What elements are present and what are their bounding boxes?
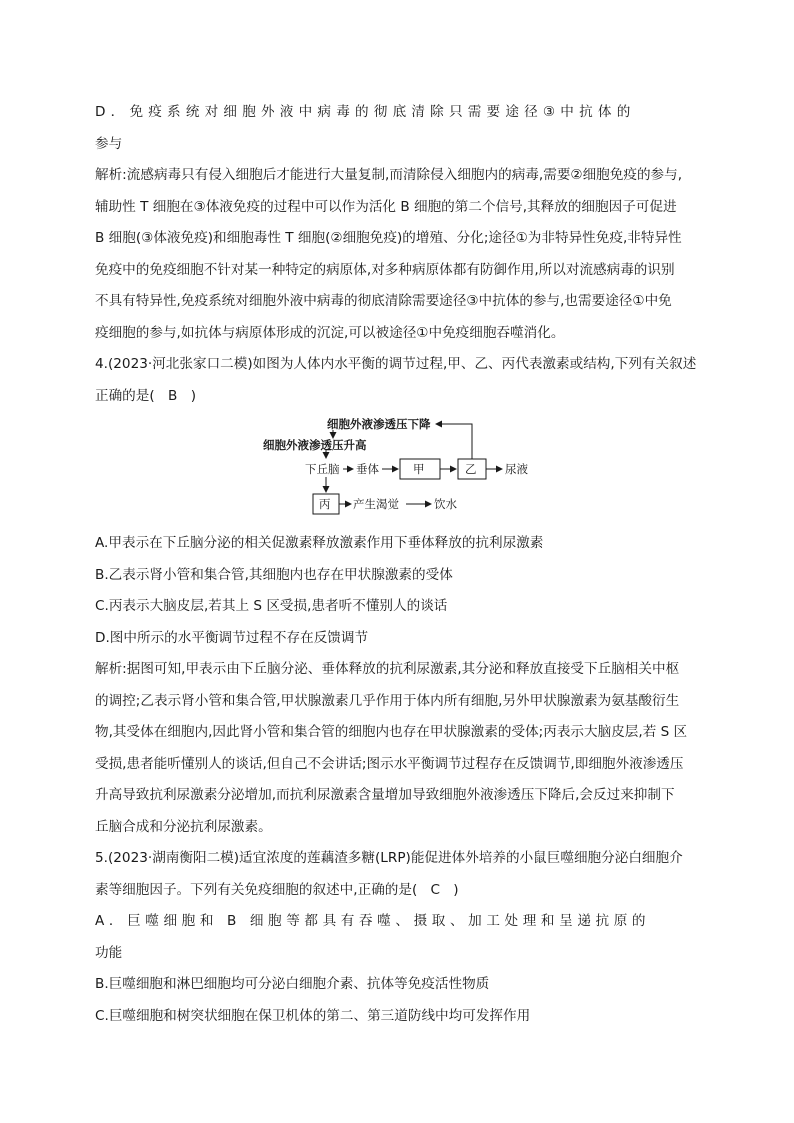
label-pituitary: 垂体: [356, 462, 379, 476]
q4-analysis-line: 解析:据图可知,甲表示由下丘脑分泌、垂体释放的抗利尿激素,其分泌和释放直接受下丘脑相关中枢: [95, 661, 680, 677]
q3-option-d-line1: D．免疫系统对细胞外液中病毒的彻底清除只需要途径③中抗体的: [95, 104, 636, 120]
label-bing: 丙: [319, 497, 331, 511]
q4-analysis-line: 的调控;乙表示肾小管和集合管,甲状腺激素几乎作用于体内所有细胞,另外甲状腺激素为氨基酸衍生: [95, 692, 680, 709]
label-urine: 尿液: [505, 462, 528, 476]
q4-stem: [95, 349, 702, 412]
q3-block: [95, 97, 702, 349]
q4-option-a: A.甲表示在下丘脑分泌的相关促激素释放激素作用下垂体释放的抗利尿激素: [95, 535, 544, 551]
q4-stem-suffix: ): [190, 387, 196, 404]
q5-option-c: C.巨噬细胞和树突状细胞在保卫机体的第二、第三道防线中均可发挥作用: [95, 1007, 531, 1024]
label-osmotic-decrease: 细胞外液渗透压下降: [327, 417, 431, 431]
q3-analysis-line: 不具有特异性,免疫系统对细胞外液中病毒的彻底清除需要途径③中抗体的参与,也需要途径①中免: [95, 293, 672, 309]
q4-options: [95, 528, 702, 843]
q3-analysis-line: 解析:流感病毒只有侵入细胞后才能进行大量复制,而清除侵入细胞内的病毒,需要②细胞免疫的参与,: [95, 167, 683, 183]
label-drink: 饮水: [434, 497, 457, 511]
q5-stem-line1: 5.(2023·湖南衡阳二模)适宜浓度的莲藕渣多糖(LRP)能促进体外培养的小鼠巨噬细胞分泌白细胞介: [95, 850, 683, 866]
q3-analysis-line: 疫细胞的参与,如抗体与病原体形成的沉淀,可以被途径①中免疫细胞吞噬消化。: [95, 324, 565, 341]
q5-stem-line2: [95, 875, 702, 907]
label-thirst: 产生渴觉: [353, 497, 399, 511]
q5-stem-prefix: 素等细胞因子。下列有关免疫细胞的叙述中,正确的是(: [95, 881, 418, 898]
q3-analysis-line: B 细胞(③体液免疫)和细胞毒性 T 细胞(②细胞免疫)的增殖、分化;途径①为非特异性免疫,非特异性: [95, 230, 682, 246]
q4-option-c: C.丙表示大脑皮层,若其上 S 区受损,患者听不懂别人的谈话: [95, 598, 448, 614]
q3-analysis-line: 免疫中的免疫细胞不针对某一种特定的病原体,对多种病原体都有防御作用,所以对流感病毒的识别: [95, 261, 675, 278]
q4-analysis-line: 物,其受体在细胞内,因此肾小管和集合管的细胞内也存在甲状腺激素的受体;丙表示大脑皮层,若 S 区: [95, 724, 688, 740]
q5-option-a-line2: 功能: [95, 944, 123, 961]
q4-analysis-line: 升高导致抗利尿激素分泌增加,而抗利尿激素含量增加导致细胞外液渗透压下降后,会反过来抑制下: [95, 787, 675, 803]
label-hypothalamus: 下丘脑: [305, 462, 340, 476]
q4-analysis-line: 受损,患者能听懂别人的谈话,但自己不会讲话;图示水平衡调节过程存在反馈调节,即细胞外液渗透压: [95, 755, 684, 772]
q4-stem-prefix: 正确的是(: [95, 387, 155, 404]
label-yi: 乙: [465, 462, 477, 476]
q5-block: [95, 843, 702, 1032]
label-osmotic-increase: 细胞外液渗透压升高: [263, 438, 367, 452]
q4-analysis-line: 丘脑合成和分泌抗利尿激素。: [95, 818, 272, 835]
q3-option-d-line2: 参与: [95, 135, 123, 152]
q4-answer: B: [168, 387, 178, 404]
q5-option-a-line1: A．巨噬细胞和 B 细胞等都具有吞噬、摄取、加工处理和呈递抗原的: [95, 913, 651, 929]
q5-stem-suffix: ): [453, 881, 459, 898]
page-content: [95, 97, 702, 1032]
q4-stem-line2: [95, 381, 702, 413]
q3-analysis-line: 辅助性 T 细胞在③体液免疫的过程中可以作为活化 B 细胞的第二个信号,其释放的细胞因子可促进: [95, 198, 677, 215]
q5-option-b: B.巨噬细胞和淋巴细胞均可分泌白细胞介素、抗体等免疫活性物质: [95, 976, 490, 992]
q5-answer: C: [430, 881, 441, 898]
water-balance-diagram: [95, 414, 702, 524]
label-jia: 甲: [413, 462, 425, 476]
q4-option-d: D.图中所示的水平衡调节过程不存在反馈调节: [95, 629, 369, 646]
q4-option-b: B.乙表示肾小管和集合管,其细胞内也存在甲状腺激素的受体: [95, 566, 453, 583]
q4-stem-line1: 4.(2023·河北张家口二模)如图为人体内水平衡的调节过程,甲、乙、丙代表激素或结构,下列有关叙述: [95, 356, 697, 372]
